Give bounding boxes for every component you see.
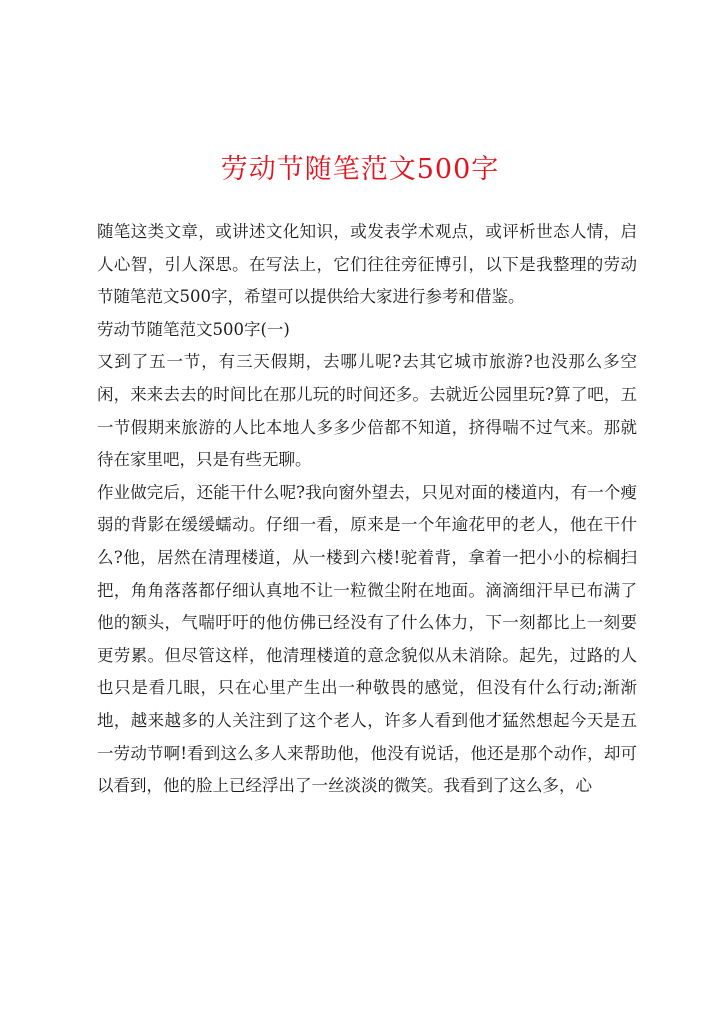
document-title: 劳动节随笔范文500字 xyxy=(220,154,500,185)
paragraph-intro: 随笔这类文章，或讲述文化知识，或发表学术观点，或评析世态人情，启人心智，引人深思。在写法上，它们往往旁征博引，以下是我整理的劳动节随笔范文500字，希望可以提供给大家进行参考和借鉴。 xyxy=(97,222,637,307)
paragraph-old-man: 作业做完后，还能干什么呢?我向窗外望去，只见对面的楼道内，有一个瘦弱的背影在缓缓蠕动。仔细一看，原来是一个年逾花甲的老人，他在干什么?他，居然在清理楼道，从一楼到六楼!驼着背，拿着一把小小的棕榈扫把，角角落落都仔细认真地不让一粒微尘附在地面。滴滴细汗早已布满了他的额头，气喘吁吁的他仿佛已经没有了什么体力，下一刻都比上一刻要更劳累。但尽管这样，他清理楼道的意念貌似从未消除。起先，过路的人也只是看几眼，只在心里产生出一种敬畏的感觉，但没有什么行动;渐渐地，越来越多的人关注到了这个老人，许多人看到他才猛然想起今天是五一劳动节啊!看到这么多人来帮助他，他没有说话，他还是那个动作，却可以看到，他的脸上已经浮出了一丝淡淡的微笑。我看到了这么多，心 xyxy=(97,482,637,796)
paragraph-holiday: 又到了五一节，有三天假期，去哪儿呢?去其它城市旅游?也没那么多空闲，来来去去的时间比在那儿玩的时间还多。去就近公园里玩?算了吧，五一节假期来旅游的人比本地人多多少倍都不知道，挤得喘不过气来。那就待在家里吧，只是有些无聊。 xyxy=(97,352,637,470)
section-heading: 劳动节随笔范文500字(一) xyxy=(97,319,290,339)
document-body xyxy=(97,216,637,803)
